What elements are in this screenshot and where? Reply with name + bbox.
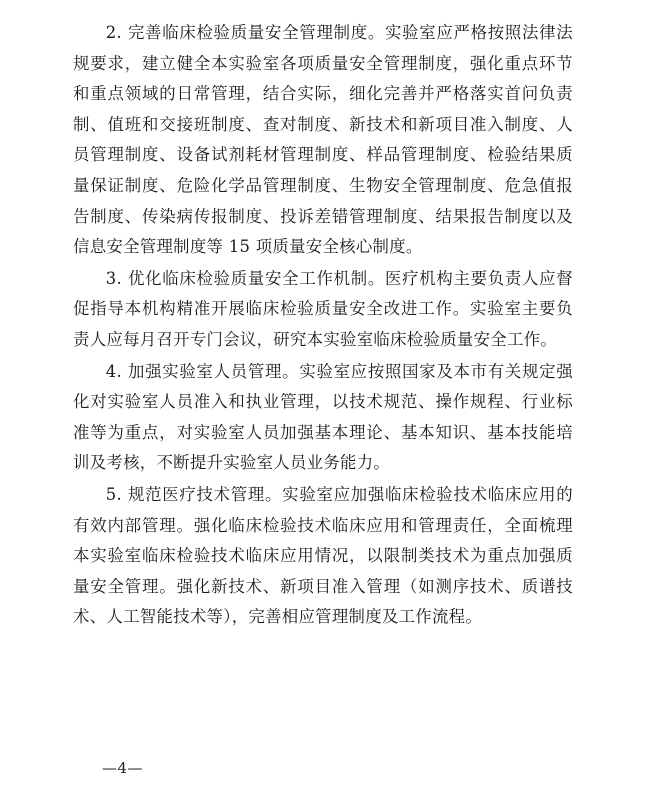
page-number: —4— [102, 759, 144, 777]
document-body [73, 18, 573, 633]
paragraph-5-technology-management: 5. 规范医疗技术管理。实验室应加强临床检验技术临床应用的有效内部管理。强化临床检验技术临床应用和管理责任，全面梳理本实验室临床检验技术临床应用情况，以限制类技术为重点加强质量安全管理。强化新技术、新项目准入管理（如测序技术、质谱技术、人工智能技术等），完善相应管理制度及工作流程。 [73, 484, 573, 627]
paragraph-3-work-mechanism: 3. 优化临床检验质量安全工作机制。医疗机构主要负责人应督促指导本机构精准开展临床检验质量安全改进工作。实验室主要负责人应每月召开专门会议，研究本实验室临床检验质量安全工作。 [73, 268, 573, 349]
paragraph-2-quality-safety-system: 2. 完善临床检验质量安全管理制度。实验室应严格按照法律法规要求，建立健全本实验室各项质量安全管理制度，强化重点环节和重点领域的日常管理，结合实际，细化完善并严格落实首问负责制、值班和交接班制度、查对制度、新技术和新项目准入制度、人员管理制度、设备试剂耗材管理制度、样品管理制度、检验结果质量保证制度、危险化学品管理制度、生物安全管理制度、危急值报告制度、传染病传报制度、投诉差错管理制度、结果报告制度以及信息安全管理制度等 15 项质量安全核心制度。 [73, 23, 573, 257]
paragraph-4-personnel-management: 4. 加强实验室人员管理。实验室应按照国家及本市有关规定强化对实验室人员准入和执业管理，以技术规范、操作规程、行业标准等为重点，对实验室人员加强基本理论、基本知识、基本技能培训及考核，不断提升实验室人员业务能力。 [73, 361, 573, 473]
